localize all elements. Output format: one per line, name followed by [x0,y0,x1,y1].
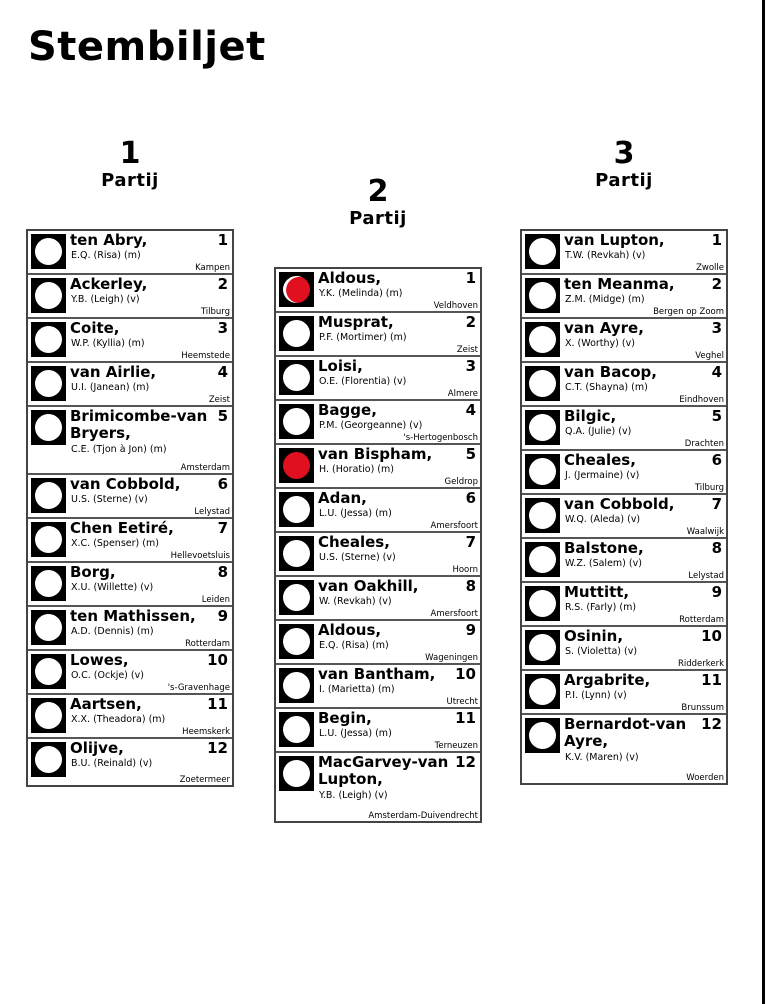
party-3-number: 3 [613,136,635,171]
candidate-row[interactable] [28,695,232,739]
vote-box[interactable] [279,668,314,703]
vote-box[interactable] [279,756,314,791]
candidate-name: van Lupton, [564,231,665,249]
empty-vote-circle[interactable] [529,370,556,397]
candidate-initials: R.S. (Farly) (m) [565,602,637,613]
vote-box[interactable] [31,366,66,401]
candidate-row[interactable] [28,475,232,519]
empty-vote-circle[interactable] [35,570,62,597]
candidate-town: Amsterdam-Duivendrecht [368,811,478,821]
candidate-name: ten Meanma, [564,275,675,293]
candidate-number: 9 [465,621,476,639]
vote-box[interactable] [525,322,560,357]
empty-vote-circle[interactable] [529,282,556,309]
empty-vote-circle[interactable] [283,628,310,655]
candidate-name: Aartsen, [70,695,142,713]
candidate-initials: W. (Revkah) (v) [319,596,392,607]
candidate-name: ten Abry, [70,231,148,249]
empty-vote-circle[interactable] [283,584,310,611]
party-3-header [520,138,728,192]
candidate-number: 1 [711,231,722,249]
candidate-name: van Cobbold, [70,475,181,493]
candidate-initials: L.U. (Jessa) (m) [319,508,392,519]
candidate-row[interactable] [28,607,232,651]
candidate-name: Brimicombe-van Bryers, [70,407,208,442]
candidate-town: Drachten [684,439,724,449]
candidate-name: Adan, [318,489,367,507]
candidate-initials: E.Q. (Risa) (m) [319,640,389,651]
candidate-initials: J. (Jermaine) (v) [565,470,640,481]
candidate-initials: X.U. (Willette) (v) [71,582,154,593]
candidate-town: Tilburg [694,483,724,493]
candidate-name: van Cobbold, [564,495,675,513]
candidate-number: 7 [711,495,722,513]
candidate-row[interactable] [28,319,232,363]
candidate-row[interactable] [522,363,726,407]
candidate-town: Ridderkerk [677,659,724,669]
candidate-number: 5 [711,407,722,425]
vote-box[interactable] [279,360,314,395]
candidate-town: Rotterdam [679,615,724,625]
candidate-row[interactable] [522,451,726,495]
empty-vote-circle[interactable] [529,634,556,661]
candidate-row[interactable] [276,753,480,821]
marked-vote-circle[interactable] [283,452,310,479]
party-3-candidate-list [520,229,728,785]
candidate-town: Almere [447,389,478,399]
candidate-name: Lowes, [70,651,129,669]
candidate-town: Brunssum [681,703,724,713]
candidate-number: 4 [711,363,722,381]
candidate-initials: O.C. (Ockje) (v) [71,670,144,681]
party-2-label: Partij [349,208,407,229]
candidate-town: Utrecht [446,697,478,707]
candidate-initials: Y.B. (Leigh) (v) [71,294,140,305]
candidate-initials: T.W. (Revkah) (v) [565,250,646,261]
vote-box[interactable] [279,536,314,571]
candidate-initials: B.U. (Reinald) (v) [71,758,153,769]
vote-box[interactable] [31,410,66,445]
candidate-number: 5 [465,445,476,463]
candidate-initials: H. (Horatio) (m) [319,464,394,475]
candidate-row[interactable] [276,401,480,445]
candidate-town: Wageningen [425,653,478,663]
vote-box[interactable] [279,492,314,527]
empty-vote-circle[interactable] [529,722,556,749]
candidate-number: 3 [465,357,476,375]
page-right-border [762,0,765,1004]
candidate-row[interactable] [276,577,480,621]
empty-vote-circle[interactable] [529,326,556,353]
candidate-name: Aldous, [318,621,382,639]
candidate-town: Amersfoort [430,521,478,531]
candidate-number: 11 [207,695,228,713]
candidate-row[interactable] [276,357,480,401]
party-1-label: Partij [101,170,159,191]
candidate-row[interactable] [522,671,726,715]
candidate-initials: W.Z. (Salem) (v) [565,558,642,569]
candidate-number: 4 [465,401,476,419]
candidate-number: 1 [465,269,476,287]
candidate-name: Ackerley, [70,275,148,293]
candidate-name: Cheales, [318,533,390,551]
party-1-candidate-list [26,229,234,787]
vote-box[interactable] [279,712,314,747]
candidate-name: Argabrite, [564,671,651,689]
candidate-name: Aldous, [318,269,382,287]
candidate-number: 10 [455,665,476,683]
empty-vote-circle[interactable] [529,414,556,441]
vote-box[interactable] [525,410,560,445]
candidate-row[interactable] [276,269,480,313]
marked-vote-circle[interactable] [283,276,310,303]
candidate-name: Bernardot-van Ayre, [564,715,687,750]
candidate-town: Veghel [695,351,724,361]
empty-vote-circle[interactable] [35,658,62,685]
empty-vote-circle[interactable] [35,370,62,397]
candidate-row[interactable] [28,563,232,607]
candidate-town: Amersfoort [430,609,478,619]
empty-vote-circle[interactable] [35,614,62,641]
candidate-name: van Airlie, [70,363,157,381]
candidate-row[interactable] [522,275,726,319]
party-2-candidate-list [274,267,482,823]
candidate-town: Zeist [208,395,230,405]
empty-vote-circle[interactable] [283,672,310,699]
empty-vote-circle[interactable] [283,320,310,347]
candidate-initials: P.M. (Georgeanne) (v) [319,420,423,431]
vote-box[interactable] [31,234,66,269]
candidate-number: 12 [455,753,476,771]
candidate-number: 10 [207,651,228,669]
vote-box[interactable] [279,404,314,439]
candidate-town: 's-Gravenhage [167,683,230,693]
candidate-name: van Bispham, [318,445,433,463]
candidate-town: Tilburg [200,307,230,317]
candidate-town: 's-Hertogenbosch [403,433,478,443]
candidate-row[interactable] [28,231,232,275]
candidate-number: 1 [217,231,228,249]
candidate-initials: S. (Violetta) (v) [565,646,638,657]
vote-box[interactable] [525,278,560,313]
empty-vote-circle[interactable] [35,482,62,509]
candidate-row[interactable] [522,231,726,275]
candidate-name: ten Mathissen, [70,607,196,625]
empty-vote-circle[interactable] [529,678,556,705]
candidate-number: 11 [701,671,722,689]
vote-box[interactable] [525,366,560,401]
candidate-number: 8 [217,563,228,581]
candidate-row[interactable] [28,739,232,785]
candidate-number: 10 [701,627,722,645]
candidate-name: Musprat, [318,313,394,331]
candidate-row[interactable] [522,627,726,671]
candidate-initials: P.F. (Mortimer) (m) [319,332,407,343]
empty-vote-circle[interactable] [35,702,62,729]
candidate-initials: O.E. (Florentia) (v) [319,376,407,387]
vote-box[interactable] [279,272,314,307]
candidate-initials: E.Q. (Risa) (m) [71,250,141,261]
candidate-name: Begin, [318,709,372,727]
candidate-initials: W.Q. (Aleda) (v) [565,514,641,525]
vote-box[interactable] [525,718,560,753]
candidate-name: Chen Eetiré, [70,519,174,537]
vote-box[interactable] [525,630,560,665]
candidate-town: Bergen op Zoom [653,307,724,317]
candidate-town: Terneuzen [434,741,478,751]
candidate-name: Borg, [70,563,116,581]
vote-box[interactable] [525,674,560,709]
empty-vote-circle[interactable] [283,760,310,787]
candidate-number: 3 [217,319,228,337]
candidate-row[interactable] [276,621,480,665]
candidate-initials: U.S. (Sterne) (v) [71,494,148,505]
candidate-number: 8 [465,577,476,595]
candidate-number: 6 [711,451,722,469]
candidate-initials: A.D. (Dennis) (m) [71,626,154,637]
candidate-number: 7 [217,519,228,537]
candidate-initials: U.S. (Sterne) (v) [319,552,396,563]
candidate-town: Woerden [686,773,724,783]
candidate-initials: Y.K. (Melinda) (m) [319,288,403,299]
candidate-name: Coite, [70,319,120,337]
empty-vote-circle[interactable] [283,364,310,391]
party-2-number: 2 [367,174,389,209]
candidate-town: Rotterdam [185,639,230,649]
candidate-town: Leiden [201,595,230,605]
candidate-number: 2 [711,275,722,293]
candidate-initials: Q.A. (Julie) (v) [565,426,632,437]
vote-box[interactable] [525,454,560,489]
candidate-initials: I. (Marietta) (m) [319,684,395,695]
candidate-initials: U.I. (Janean) (m) [71,382,150,393]
vote-box[interactable] [525,234,560,269]
vote-box[interactable] [31,566,66,601]
candidate-name: van Bantham, [318,665,436,683]
candidate-name: van Bacop, [564,363,657,381]
candidate-town: Waalwijk [686,527,724,537]
candidate-row[interactable] [276,665,480,709]
empty-vote-circle[interactable] [35,414,62,441]
vote-box[interactable] [525,542,560,577]
candidate-initials: K.V. (Maren) (v) [565,752,639,763]
candidate-row[interactable] [276,709,480,753]
candidate-town: Lelystad [688,571,724,581]
candidate-row[interactable] [276,445,480,489]
candidate-row[interactable] [28,363,232,407]
candidate-row[interactable] [276,313,480,357]
candidate-row[interactable] [522,583,726,627]
candidate-name: Cheales, [564,451,636,469]
candidate-row[interactable] [522,407,726,451]
candidate-initials: X.X. (Theadora) (m) [71,714,166,725]
candidate-town: Lelystad [194,507,230,517]
candidate-number: 11 [455,709,476,727]
candidate-name: Loisi, [318,357,363,375]
ballot-title: Stembiljet [28,24,266,70]
candidate-row[interactable] [276,533,480,577]
candidate-town: Eindhoven [679,395,724,405]
vote-box[interactable] [31,610,66,645]
candidate-town: Geldrop [444,477,478,487]
candidate-row[interactable] [28,275,232,319]
candidate-initials: C.E. (Tjon à Jon) (m) [71,444,167,455]
candidate-number: 2 [465,313,476,331]
vote-box[interactable] [31,654,66,689]
candidate-name: Muttitt, [564,583,630,601]
candidate-town: Kampen [195,263,230,273]
candidate-number: 6 [217,475,228,493]
empty-vote-circle[interactable] [283,716,310,743]
candidate-town: Zwolle [696,263,724,273]
candidate-name: Bilgic, [564,407,617,425]
candidate-initials: W.P. (Kyllia) (m) [71,338,145,349]
vote-box[interactable] [31,322,66,357]
candidate-initials: C.T. (Shayna) (m) [565,382,648,393]
candidate-name: Osinin, [564,627,624,645]
empty-vote-circle[interactable] [35,282,62,309]
vote-box[interactable] [31,522,66,557]
candidate-row[interactable] [28,407,232,475]
candidate-name: van Ayre, [564,319,644,337]
empty-vote-circle[interactable] [283,496,310,523]
candidate-number: 4 [217,363,228,381]
candidate-town: Zeist [456,345,478,355]
candidate-initials: Z.M. (Midge) (m) [565,294,645,305]
candidate-row[interactable] [522,715,726,783]
party-3-label: Partij [595,170,653,191]
vote-box[interactable] [279,448,314,483]
candidate-initials: X. (Worthy) (v) [565,338,635,349]
empty-vote-circle[interactable] [283,540,310,567]
empty-vote-circle[interactable] [529,546,556,573]
vote-box[interactable] [525,498,560,533]
empty-vote-circle[interactable] [35,746,62,773]
candidate-town: Heemskerk [182,727,230,737]
candidate-number: 7 [465,533,476,551]
candidate-number: 12 [207,739,228,757]
candidate-town: Zoetermeer [179,775,230,785]
candidate-number: 6 [465,489,476,507]
empty-vote-circle[interactable] [529,458,556,485]
candidate-town: Hoorn [452,565,478,575]
candidate-name: Olijve, [70,739,124,757]
candidate-row[interactable] [276,489,480,533]
empty-vote-circle[interactable] [283,408,310,435]
candidate-name: MacGarvey-van Lupton, [318,753,449,788]
candidate-row[interactable] [522,319,726,363]
empty-vote-circle[interactable] [35,238,62,265]
candidate-row[interactable] [522,539,726,583]
candidate-town: Hellevoetsluis [170,551,230,561]
vote-box[interactable] [31,278,66,313]
party-2-header [274,176,482,230]
candidate-town: Amsterdam [180,463,230,473]
party-1-number: 1 [119,136,141,171]
party-1-header [26,138,234,192]
candidate-initials: P.I. (Lynn) (v) [565,690,627,701]
empty-vote-circle[interactable] [529,238,556,265]
vote-box[interactable] [279,316,314,351]
candidate-number: 5 [217,407,228,425]
candidate-number: 3 [711,319,722,337]
candidate-name: Balstone, [564,539,644,557]
empty-vote-circle[interactable] [529,590,556,617]
vote-box[interactable] [525,586,560,621]
candidate-name: van Oakhill, [318,577,419,595]
candidate-row[interactable] [522,495,726,539]
candidate-number: 2 [217,275,228,293]
empty-vote-circle[interactable] [35,326,62,353]
empty-vote-circle[interactable] [529,502,556,529]
vote-box[interactable] [31,742,66,777]
candidate-town: Heemstede [181,351,230,361]
candidate-initials: Y.B. (Leigh) (v) [319,790,388,801]
vote-box[interactable] [31,478,66,513]
candidate-number: 9 [217,607,228,625]
candidate-name: Bagge, [318,401,377,419]
candidate-row[interactable] [28,651,232,695]
candidate-number: 12 [701,715,722,733]
candidate-number: 9 [711,583,722,601]
vote-box[interactable] [279,580,314,615]
vote-box[interactable] [279,624,314,659]
candidate-row[interactable] [28,519,232,563]
empty-vote-circle[interactable] [35,526,62,553]
candidate-number: 8 [711,539,722,557]
candidate-initials: L.U. (Jessa) (m) [319,728,392,739]
candidate-initials: X.C. (Spenser) (m) [71,538,159,549]
vote-box[interactable] [31,698,66,733]
candidate-town: Veldhoven [433,301,478,311]
